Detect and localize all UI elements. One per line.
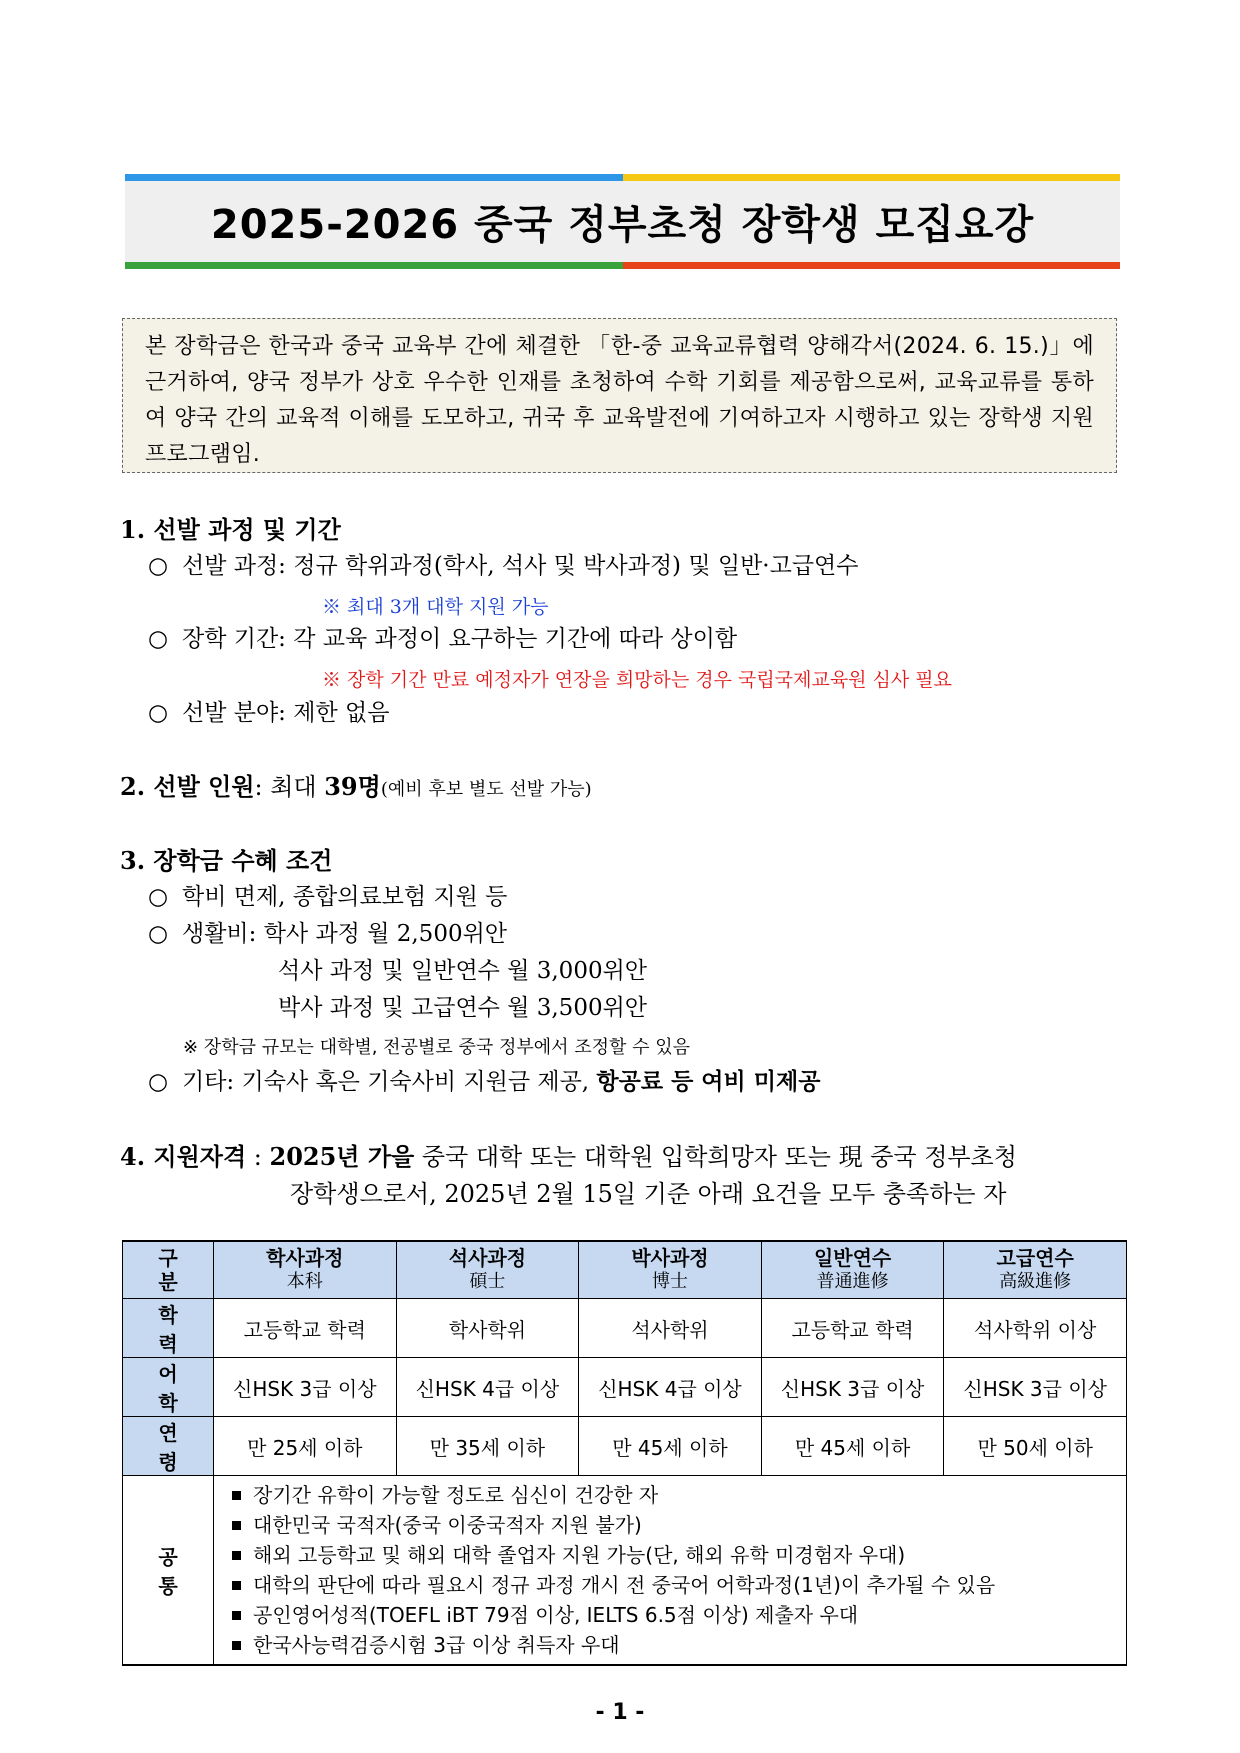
table-header-row (123, 1241, 1127, 1299)
section1-note1: ※ 최대 3개 대학 지원 가능 (322, 596, 549, 618)
section3-item2c: 박사 과정 및 고급연수 월 3,500위안 (278, 995, 648, 1021)
section1-item1: ○ 선발 과정: 정규 학위과정(학사, 석사 및 박사과정) 및 일반·고급연수 (148, 553, 859, 579)
col-header: 박사과정 博士 (579, 1241, 762, 1299)
section4-heading: 4. 지원자격 (120, 1142, 247, 1171)
row-label: 학 력 (123, 1299, 214, 1358)
list-item: 장기간 유학이 가능할 정도로 심신이 건강한 자 (224, 1480, 1116, 1510)
section4-text1: 중국 대학 또는 대학원 입학희망자 또는 現 중국 정부초청 (414, 1143, 1017, 1171)
col-header: 일반연수 普通進修 (761, 1241, 944, 1299)
section3-item1: ○ 학비 면제, 종합의료보험 지원 등 (148, 884, 508, 910)
section3-item2: ○ 생활비: 학사 과정 월 2,500위안 (148, 921, 508, 947)
table-cell: 만 50세 이하 (944, 1417, 1127, 1476)
table-cell: 신HSK 4급 이상 (579, 1358, 762, 1417)
row-label-common: 공 통 (123, 1476, 214, 1666)
section3-item2b: 석사 과정 및 일반연수 월 3,000위안 (278, 958, 648, 984)
table-cell: 고등학교 학력 (761, 1299, 944, 1358)
list-item: 대학의 판단에 따라 필요시 정규 과정 개시 전 중국어 어학과정(1년)이 추가될 수 있음 (224, 1570, 1116, 1600)
section4-sep: : (246, 1143, 270, 1171)
list-item: 공인영어성적(TOEFL iBT 79점 이상, IELTS 6.5점 이상) 제출자 우대 (224, 1600, 1116, 1630)
title-banner (125, 174, 1120, 269)
page-title: 2025-2026 중국 정부초청 장학생 모집요강 (210, 202, 1035, 248)
section3-note: ※ 장학금 규모는 대학별, 전공별로 중국 정부에서 조정할 수 있음 (183, 1037, 690, 1058)
table-cell: 신HSK 3급 이상 (214, 1358, 397, 1417)
section2 (120, 767, 592, 802)
section3-item3-bold: 항공료 등 여비 미제공 (596, 1068, 821, 1095)
table-cell: 신HSK 3급 이상 (944, 1358, 1127, 1417)
col-header: 학사과정 本科 (214, 1241, 397, 1299)
table-cell: 만 35세 이하 (396, 1417, 579, 1476)
section1-item2: ○ 장학 기간: 각 교육 과정이 요구하는 기간에 따라 상이함 (148, 626, 738, 652)
page-number: - 1 - (595, 1700, 645, 1725)
section2-count: 39명 (324, 772, 381, 801)
requirements-table (122, 1240, 1127, 1666)
list-item: 대한민국 국적자(중국 이중국적자 지원 불가) (224, 1510, 1116, 1540)
section3-item3: ○ 기타: 기숙사 혹은 기숙사비 지원금 제공, 항공료 등 여비 미제공 (148, 1068, 821, 1095)
table-cell: 석사학위 이상 (944, 1299, 1127, 1358)
table-cell: 만 45세 이하 (761, 1417, 944, 1476)
table-cell: 석사학위 (579, 1299, 762, 1358)
row-label: 연 령 (123, 1417, 214, 1476)
table-cell: 학사학위 (396, 1299, 579, 1358)
col-header: 고급연수 高級進修 (944, 1241, 1127, 1299)
section4-bold: 2025년 가을 (269, 1142, 415, 1171)
section4-line2: 장학생으로서, 2025년 2월 15일 기준 아래 요건을 모두 충족하는 자 (290, 1180, 1007, 1208)
table-row (123, 1299, 1127, 1358)
table-row-common (123, 1476, 1127, 1666)
table-cell: 신HSK 3급 이상 (761, 1358, 944, 1417)
list-item: 해외 고등학교 및 해외 대학 졸업자 지원 가능(단, 해외 유학 미경험자 우대) (224, 1540, 1116, 1570)
section2-note: (예비 후보 별도 선발 가능) (380, 779, 592, 800)
table-cell: 고등학교 학력 (214, 1299, 397, 1358)
table-cell: 신HSK 4급 이상 (396, 1358, 579, 1417)
title-box (125, 181, 1120, 262)
list-item: 한국사능력검증시험 3급 이상 취득자 우대 (224, 1630, 1116, 1660)
section2-colon: : 최대 (254, 773, 325, 801)
table-cell: 만 25세 이하 (214, 1417, 397, 1476)
table-cell: 만 45세 이하 (579, 1417, 762, 1476)
title-bottom-stripe (125, 262, 1120, 269)
section2-heading: 2. 선발 인원 (120, 772, 255, 801)
section1-item3: ○ 선발 분야: 제한 없음 (148, 700, 390, 726)
section1-note2: ※ 장학 기간 만료 예정자가 연장을 희망하는 경우 국립국제교육원 심사 필요 (322, 669, 953, 691)
title-top-stripe (125, 174, 1120, 181)
section4-line1 (120, 1137, 1017, 1172)
col-header: 석사과정 碩士 (396, 1241, 579, 1299)
table-corner: 구 분 (123, 1241, 214, 1299)
common-requirements (214, 1476, 1127, 1666)
table-row (123, 1358, 1127, 1417)
section1-heading: 1. 선발 과정 및 기간 (120, 515, 341, 544)
intro-box: 본 장학금은 한국과 중국 교육부 간에 체결한 「한-중 교육교류협력 양해각서(2024. 6. 15.)」에 근거하여, 양국 정부가 상호 우수한 인재를 초청하여 수학 기회를 제공함으로써, 교육교류를 통하여 양국 간의 교육적 이해를 도모하고, 귀국 후 교육발전에 기여하고자 시행하고 있는 장학생 지원 프로그램임. (122, 318, 1117, 473)
row-label: 어 학 (123, 1358, 214, 1417)
table-row (123, 1417, 1127, 1476)
section3-heading: 3. 장학금 수혜 조건 (120, 846, 333, 875)
